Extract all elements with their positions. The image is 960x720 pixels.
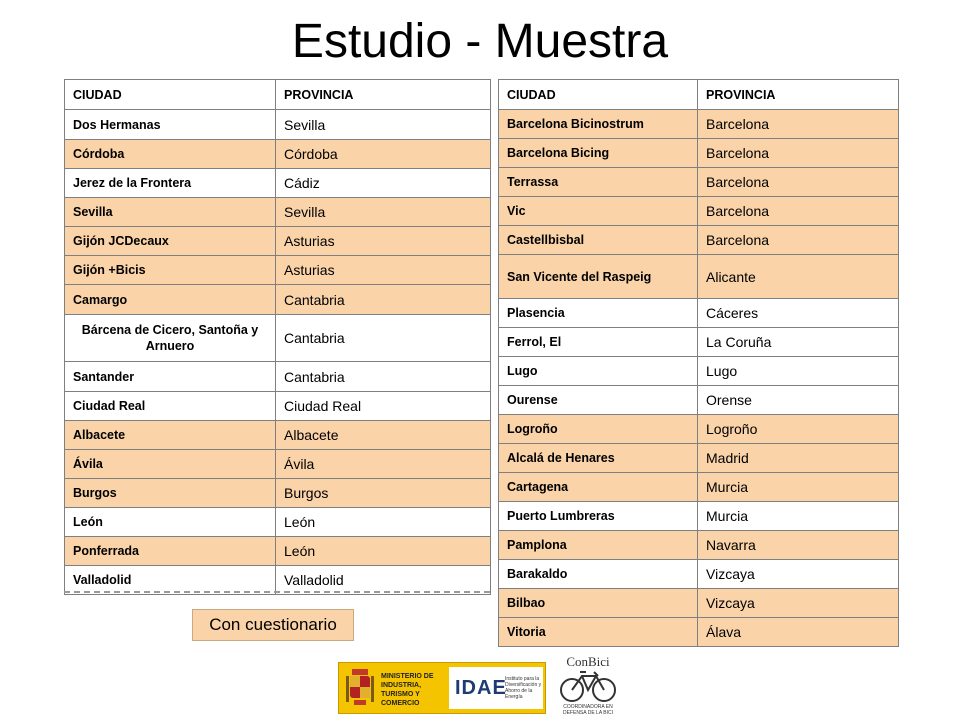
cell-province: Asturias [276,227,491,256]
header-city: CIUDAD [499,80,698,110]
cell-province: Orense [698,386,899,415]
cell-city: Sevilla [65,198,276,227]
cell-city: Plasencia [499,299,698,328]
cell-province: Álava [698,618,899,647]
conbici-name: ConBici [566,654,610,669]
cell-province: Logroño [698,415,899,444]
table-row [499,357,899,386]
table-row [65,479,491,508]
idae-subtitle: Instituto para la Diversificación y Ahorro de la Energía [505,676,542,700]
cell-province: Ávila [276,450,491,479]
table-row [65,198,491,227]
coat-of-arms-icon [345,667,375,709]
table-row [499,618,899,647]
table-row [65,315,491,362]
table-row [499,197,899,226]
table-row [65,508,491,537]
cell-city: Jerez de la Frontera [65,169,276,198]
cell-city: Albacete [65,421,276,450]
table-right-body [499,80,899,647]
cell-province: Alicante [698,255,899,299]
table-row [65,450,491,479]
conbici-logo [556,654,620,720]
cell-city: Barcelona Bicinostrum [499,110,698,139]
cell-city: Camargo [65,285,276,315]
cell-city: Burgos [65,479,276,508]
cell-province: Barcelona [698,168,899,197]
table-row [499,168,899,197]
table-row [499,473,899,502]
cell-city: Vitoria [499,618,698,647]
table-row [499,386,899,415]
cell-province: Cantabria [276,362,491,392]
table-row [65,362,491,392]
cell-city: Lugo [499,357,698,386]
cell-city: Pamplona [499,531,698,560]
cell-province: Lugo [698,357,899,386]
cell-province: Navarra [698,531,899,560]
cell-province: León [276,508,491,537]
table-row [499,328,899,357]
cell-province: León [276,537,491,566]
cell-province: Cantabria [276,315,491,362]
table-header-row [499,80,899,110]
header-province: PROVINCIA [698,80,899,110]
cell-province: Barcelona [698,226,899,255]
cell-city: Ferrol, El [499,328,698,357]
table-row [499,226,899,255]
conbici-subtitle: COORDINADORA EN DEFENSA DE LA BICI [562,704,614,716]
table-row [499,299,899,328]
cell-province: Murcia [698,502,899,531]
cell-city: Gijón +Bicis [65,256,276,285]
table-row [499,255,899,299]
table-row [499,531,899,560]
table-header-row [65,80,491,110]
cell-city: Dos Hermanas [65,110,276,140]
dotted-divider [64,591,490,593]
table-row [65,169,491,198]
cell-city: Puerto Lumbreras [499,502,698,531]
cell-province: Barcelona [698,139,899,168]
table-right [498,79,899,647]
cell-city: Ourense [499,386,698,415]
cell-province: Vizcaya [698,560,899,589]
cell-city: Córdoba [65,140,276,169]
cell-province: Albacete [276,421,491,450]
cell-province: Valladolid [276,566,491,595]
cell-province: Madrid [698,444,899,473]
cell-province: Vizcaya [698,589,899,618]
cell-province: Barcelona [698,110,899,139]
cell-province: Córdoba [276,140,491,169]
cell-province: Murcia [698,473,899,502]
idae-logo-text: IDAE [455,677,507,699]
cell-city: Logroño [499,415,698,444]
table-left [64,79,491,595]
cell-city: Cartagena [499,473,698,502]
cell-city: Bilbao [499,589,698,618]
cell-city: San Vicente del Raspeig [499,255,698,299]
cell-province: Cáceres [698,299,899,328]
table-row [499,139,899,168]
cell-province: Barcelona [698,197,899,226]
table-row [499,110,899,139]
idae-box [449,667,543,709]
cell-city: Terrassa [499,168,698,197]
cell-province: Ciudad Real [276,392,491,421]
header-city: CIUDAD [65,80,276,110]
cell-city: Ponferrada [65,537,276,566]
table-row [499,502,899,531]
cell-province: Sevilla [276,110,491,140]
table-row [499,589,899,618]
cell-city: Castellbisbal [499,226,698,255]
table-row [65,110,491,140]
cell-city: León [65,508,276,537]
cell-province: Cantabria [276,285,491,315]
ministry-name: MINISTERIO DE INDUSTRIA, TURISMO Y COMERCIO [381,673,434,707]
table-row [65,227,491,256]
cell-province: Cádiz [276,169,491,198]
table-left-body [65,80,491,595]
table-row [65,140,491,169]
cell-province: Asturias [276,256,491,285]
table-row [499,415,899,444]
legend-con-cuestionario: Con cuestionario [192,609,354,641]
cell-city: Vic [499,197,698,226]
bicycle-icon [558,668,618,704]
table-row [65,285,491,315]
cell-city: Alcalá de Henares [499,444,698,473]
header-province: PROVINCIA [276,80,491,110]
cell-province: La Coruña [698,328,899,357]
cell-city: Valladolid [65,566,276,595]
table-row [65,421,491,450]
cell-province: Sevilla [276,198,491,227]
cell-city: Bárcena de Cicero, Santoña y Arnuero [65,315,276,362]
cell-city: Barakaldo [499,560,698,589]
cell-city: Barcelona Bicing [499,139,698,168]
cell-city: Santander [65,362,276,392]
table-row [499,560,899,589]
table-row [65,256,491,285]
cell-city: Ciudad Real [65,392,276,421]
table-row [65,537,491,566]
cell-city: Gijón JCDecaux [65,227,276,256]
slide-title: Estudio - Muestra [291,15,669,68]
table-row [499,444,899,473]
cell-province: Burgos [276,479,491,508]
cell-city: Ávila [65,450,276,479]
table-row [65,392,491,421]
ministry-idae-logo [338,662,546,714]
